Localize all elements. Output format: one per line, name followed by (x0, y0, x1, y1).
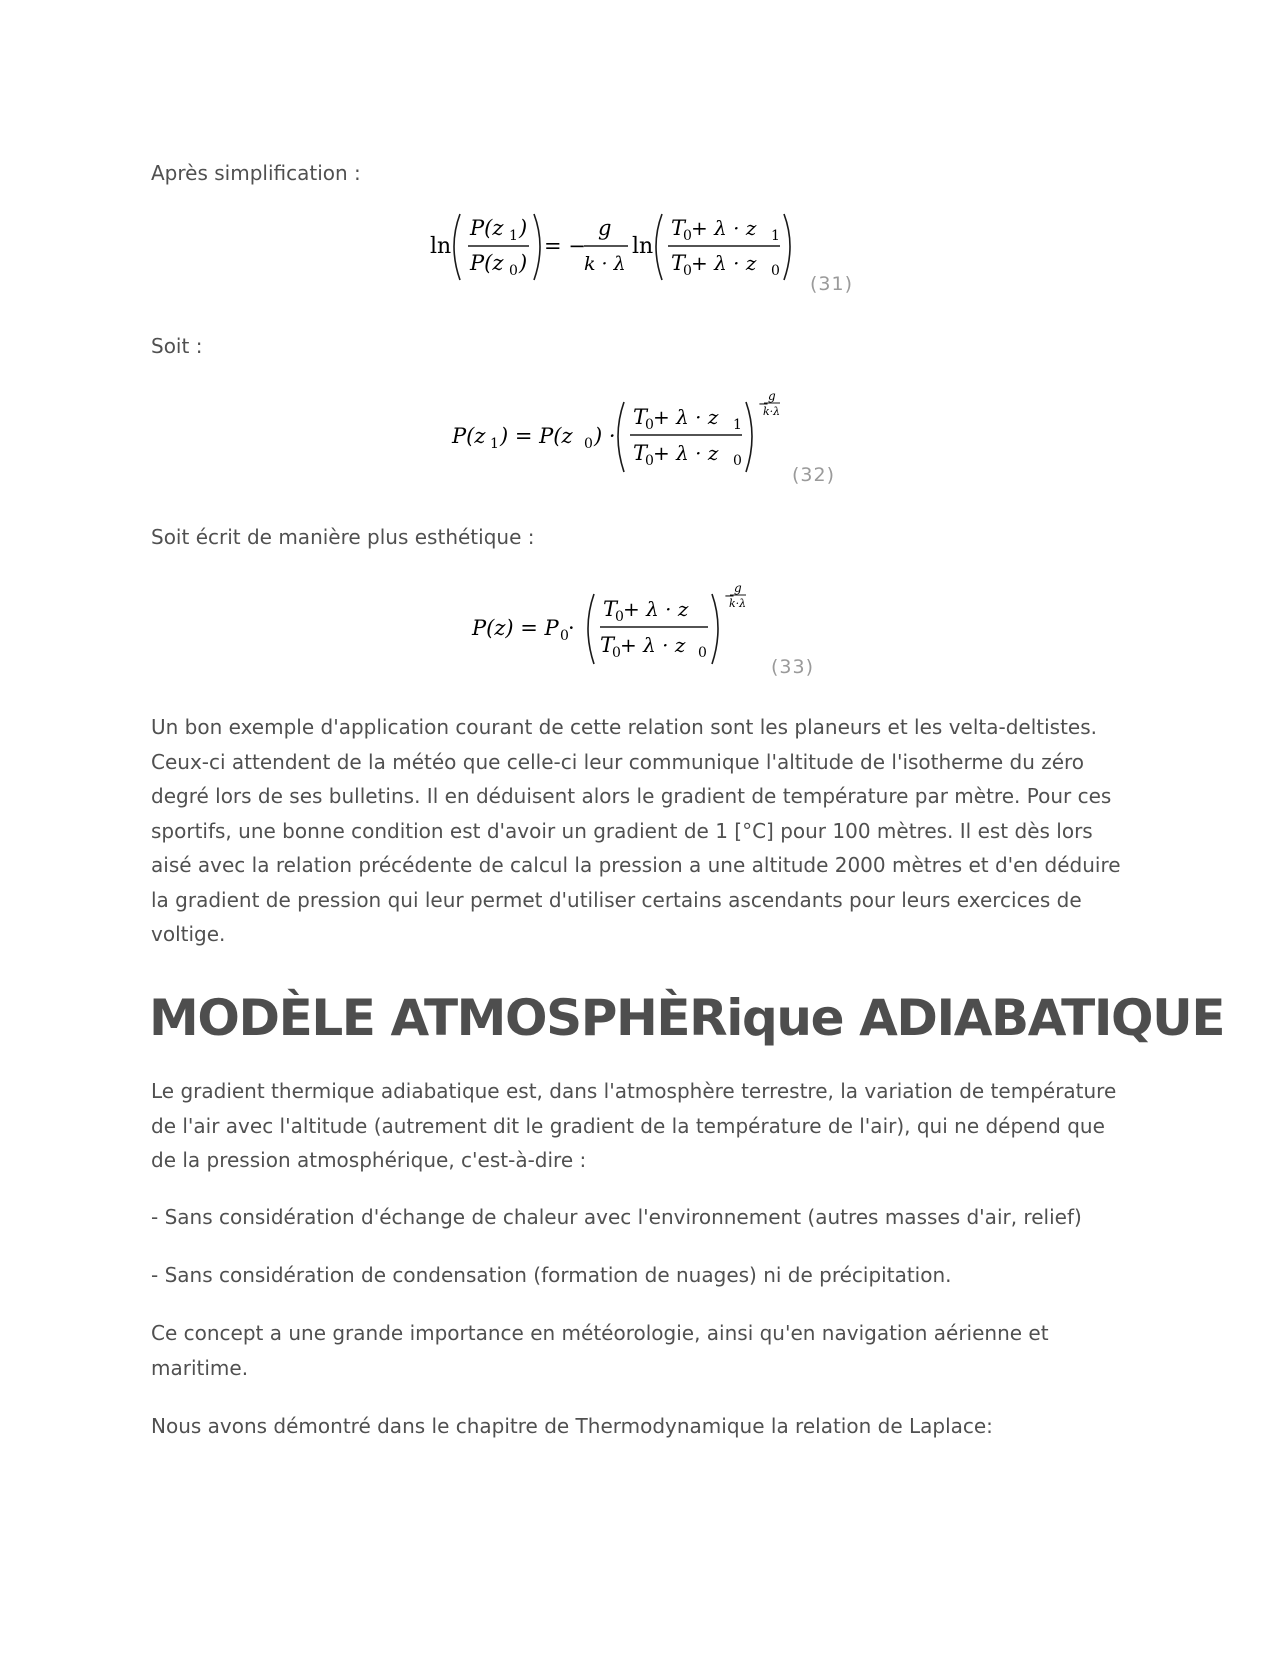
gradient-paragraph: Le gradient thermique adiabatique est, dans l'atmosphère terrestre, la variation de température de l'air avec l'altitude (autrement dit le gradient de la température de l'air), qui ne dépend que de la pression atmosphérique, c'est-à-dire : (151, 1079, 1117, 1172)
section-heading: MODÈLE ATMOSPHÈRique ADIABATIQUE (149, 989, 1225, 1047)
svg-text:P(z) = P: P(z) = P (472, 616, 559, 640)
svg-text:−: − (758, 397, 769, 412)
equation-31 (428, 208, 798, 292)
svg-text:k · λ: k · λ (584, 253, 626, 275)
svg-text:= −: = − (544, 234, 586, 258)
svg-text:T: T (633, 405, 648, 429)
svg-text:T: T (633, 441, 648, 465)
list-item-heat-exchange: - Sans considération d'échange de chaleur avec l'environnement (autres masses d'air, relief) (151, 1205, 1082, 1229)
svg-text:+ λ · z: + λ · z (620, 633, 686, 657)
svg-text:T: T (603, 597, 618, 621)
equation-number-31: (31) (810, 273, 854, 295)
svg-text:g: g (768, 389, 776, 403)
svg-text:0: 0 (645, 417, 654, 433)
intro-text: Après simplification : (151, 161, 361, 185)
svg-text:0: 0 (615, 609, 624, 625)
svg-text:): ) (519, 251, 528, 275)
list-item-condensation: - Sans considération de condensation (formation de nuages) ni de précipitation. (151, 1263, 952, 1287)
svg-text:P(z: P(z (470, 251, 504, 275)
svg-text:1: 1 (771, 228, 780, 244)
svg-text:g: g (734, 581, 742, 595)
example-paragraph: Un bon exemple d'application courant de cette relation sont les planeurs et les velta-deltistes. Ceux-ci attendent de la météo que celle-ci leur communique l'altitude de l'isotherme du zéro degré lors de ses bulletins. Il en déduisent alors le gradient de température par mètre. Pour ces sportifs, une bonne condition est d'avoir un gradient de 1 [°C] pour 100 mètres. Il est dès lors aisé avec la relation précédente de calcul la pression a une altitude 2000 mètres et d'en déduire la gradient de pression qui leur permet d'utiliser certains ascendants pour leurs exercices de voltige. (151, 715, 1121, 946)
svg-text:): ) (519, 216, 528, 240)
svg-text:0: 0 (509, 263, 518, 279)
svg-text:0: 0 (560, 628, 569, 644)
svg-text:P(z: P(z (470, 216, 504, 240)
svg-text:+ λ · z: + λ · z (653, 405, 719, 429)
equation-number-33: (33) (771, 656, 815, 678)
laplace-paragraph: Nous avons démontré dans le chapitre de Thermodynamique la relation de Laplace: (151, 1414, 993, 1438)
svg-text:+ λ · z: + λ · z (653, 441, 719, 465)
svg-text:+ λ · z: + λ · z (691, 216, 757, 240)
importance-paragraph: Ce concept a une grande importance en météorologie, ainsi qu'en navigation aérienne et maritime. (151, 1321, 1049, 1380)
svg-text:ln: ln (632, 234, 654, 259)
svg-text:1: 1 (490, 436, 499, 452)
svg-text:P(z: P(z (452, 424, 486, 448)
svg-text:−: − (724, 589, 735, 604)
svg-text:0: 0 (683, 263, 692, 279)
svg-text:0: 0 (733, 453, 742, 469)
svg-text:·: · (568, 616, 575, 640)
svg-text:1: 1 (733, 417, 742, 433)
aesthetic-text: Soit écrit de manière plus esthétique : (151, 525, 535, 549)
equation-32 (450, 388, 780, 482)
svg-text:T: T (671, 251, 686, 275)
svg-text:) = P(z: ) = P(z (500, 424, 573, 448)
svg-text:1: 1 (509, 228, 518, 244)
svg-text:0: 0 (771, 263, 780, 279)
svg-text:0: 0 (683, 228, 692, 244)
soit-text: Soit : (151, 334, 203, 358)
svg-text:k·λ: k·λ (763, 405, 780, 418)
svg-text:T: T (600, 633, 615, 657)
svg-text:) ·: ) · (594, 424, 616, 448)
svg-text:0: 0 (584, 436, 593, 452)
svg-text:0: 0 (645, 453, 654, 469)
svg-text:0: 0 (698, 645, 707, 661)
svg-text:+ λ · z: + λ · z (691, 251, 757, 275)
equation-33 (470, 578, 760, 674)
equation-number-32: (32) (792, 464, 836, 486)
svg-text:+ λ · z: + λ · z (623, 597, 689, 621)
svg-text:T: T (671, 216, 686, 240)
svg-text:k·λ: k·λ (729, 597, 747, 610)
svg-text:g: g (598, 216, 612, 240)
svg-text:0: 0 (612, 645, 621, 661)
ln-left: ln (430, 234, 452, 259)
